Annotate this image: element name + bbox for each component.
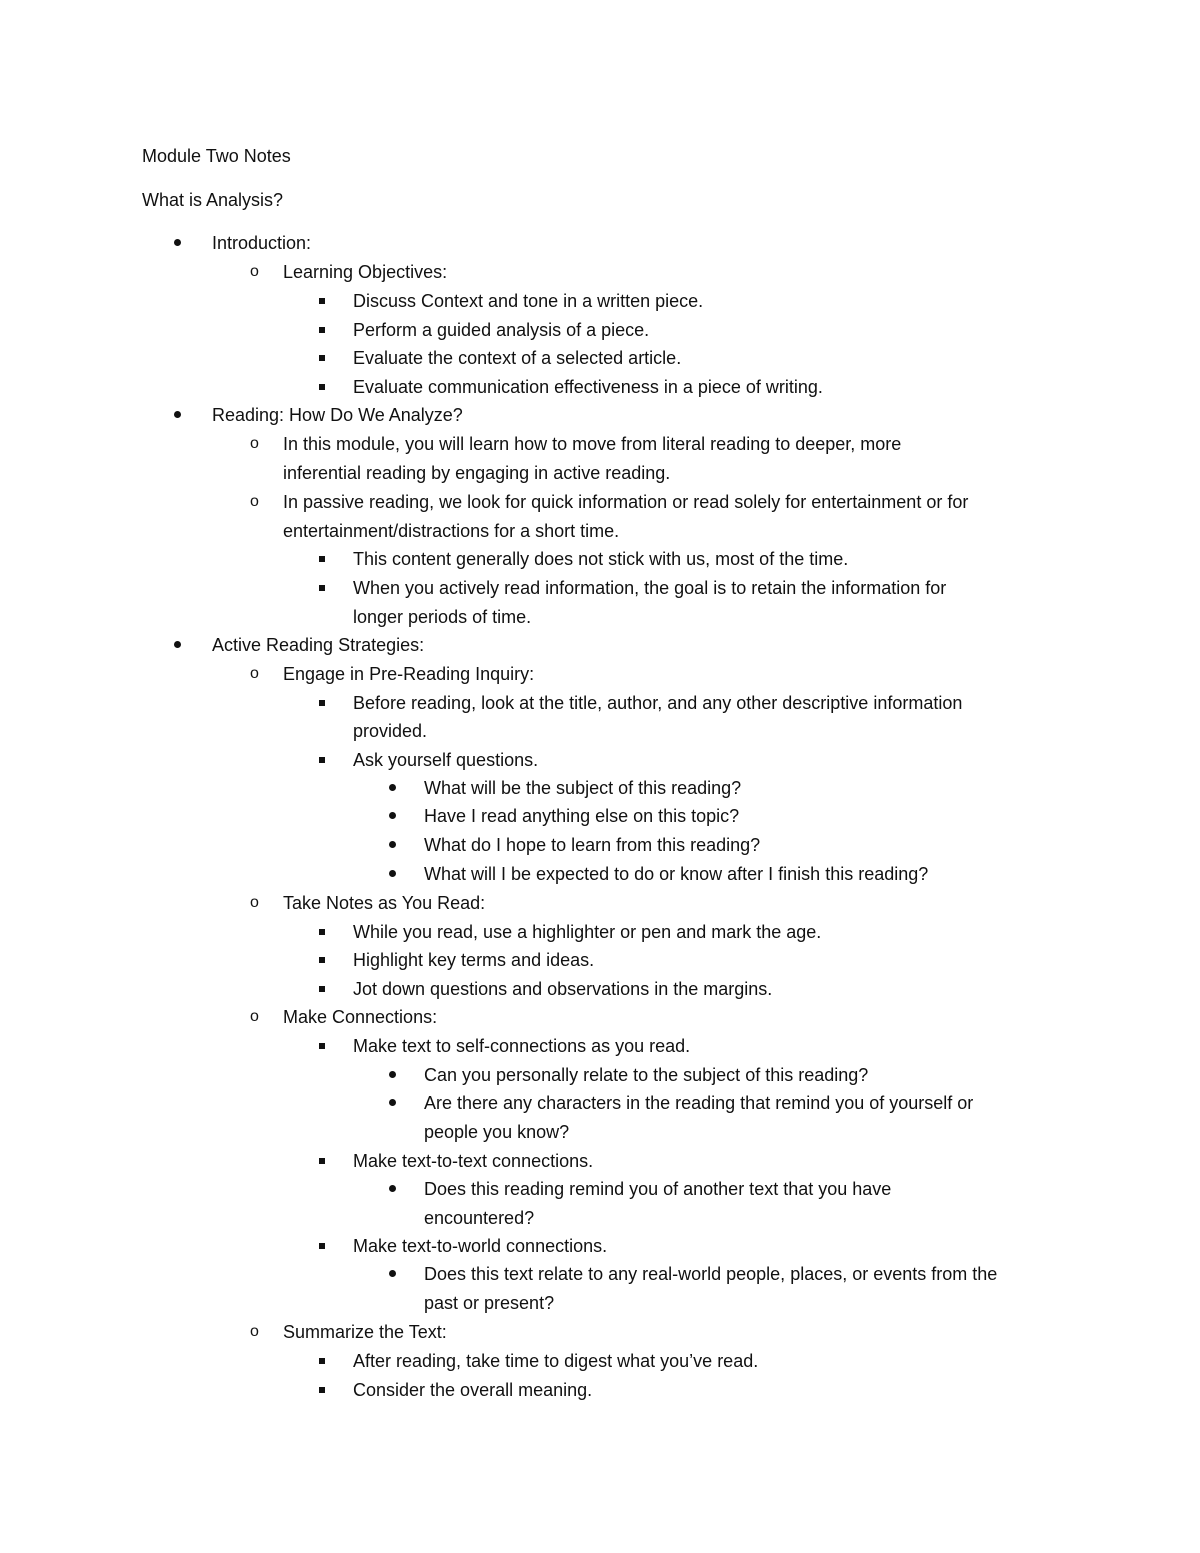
- bullet-circle-icon: o: [250, 1323, 259, 1340]
- list-item: Evaluate the context of a selected article.: [353, 348, 682, 368]
- list-item: Learning Objectives:: [283, 262, 448, 282]
- list-item: Make text-to-world connections.: [353, 1236, 608, 1256]
- list-item: After reading, take time to digest what you’ve read.: [353, 1351, 759, 1371]
- list-item: When you actively read information, the goal is to retain the information for: [353, 578, 947, 598]
- bullet-circle-icon: o: [250, 435, 259, 452]
- list-item: Does this text relate to any real-world people, places, or events from the: [424, 1264, 998, 1284]
- list-item: Before reading, look at the title, author, and any other descriptive information: [353, 693, 963, 713]
- list-item-continuation: entertainment/distractions for a short time.: [283, 521, 620, 541]
- bullet-square-icon: [318, 1347, 326, 1375]
- list-item-continuation: encountered?: [424, 1208, 535, 1228]
- bullet-circle-icon: o: [250, 1008, 259, 1025]
- list-item: Make text-to-text connections.: [353, 1151, 594, 1171]
- list-item: Ask yourself questions.: [353, 750, 539, 770]
- list-item: Does this reading remind you of another text that you have: [424, 1179, 892, 1199]
- list-item: Make text to self-connections as you read.: [353, 1036, 691, 1056]
- list-item: In this module, you will learn how to move from literal reading to deeper, more: [283, 434, 902, 454]
- bullet-square-icon: [318, 344, 326, 372]
- bullet-circle-icon: o: [250, 894, 259, 911]
- list-item: What do I hope to learn from this reading?: [424, 835, 761, 855]
- list-item: Reading: How Do We Analyze?: [212, 405, 463, 425]
- list-item: Introduction:: [212, 233, 312, 253]
- list-item: Engage in Pre-Reading Inquiry:: [283, 664, 535, 684]
- list-item: Discuss Context and tone in a written piece.: [353, 291, 704, 311]
- list-item-continuation: past or present?: [424, 1293, 555, 1313]
- bullet-square-icon: [318, 746, 326, 774]
- bullet-disc-icon: [389, 1089, 397, 1117]
- bullet-disc-icon: [389, 1175, 397, 1203]
- list-item: Highlight key terms and ideas.: [353, 950, 595, 970]
- list-item: Jot down questions and observations in the margins.: [353, 979, 773, 999]
- bullet-disc-icon: [389, 802, 397, 830]
- section-heading: What is Analysis?: [142, 190, 284, 210]
- list-item: What will I be expected to do or know after I finish this reading?: [424, 864, 929, 884]
- bullet-circle-icon: o: [250, 493, 259, 510]
- list-item: In passive reading, we look for quick information or read solely for entertainment or for: [283, 492, 969, 512]
- list-item: Have I read anything else on this topic?: [424, 806, 740, 826]
- bullet-square-icon: [318, 287, 326, 315]
- bullet-square-icon: [318, 1232, 326, 1260]
- bullet-disc-icon: [174, 401, 182, 429]
- list-item-continuation: inferential reading by engaging in active reading.: [283, 463, 671, 483]
- list-item: This content generally does not stick with us, most of the time.: [353, 549, 849, 569]
- bullet-circle-icon: o: [250, 263, 259, 280]
- bullet-square-icon: [318, 373, 326, 401]
- bullet-square-icon: [318, 946, 326, 974]
- list-item-continuation: people you know?: [424, 1122, 570, 1142]
- list-item: Evaluate communication effectiveness in a piece of writing.: [353, 377, 823, 397]
- list-item: Summarize the Text:: [283, 1322, 447, 1342]
- list-item: Take Notes as You Read:: [283, 893, 486, 913]
- list-item: What will be the subject of this reading?: [424, 778, 742, 798]
- bullet-square-icon: [318, 975, 326, 1003]
- list-item: Perform a guided analysis of a piece.: [353, 320, 650, 340]
- bullet-disc-icon: [174, 229, 182, 257]
- bullet-disc-icon: [389, 1061, 397, 1089]
- bullet-square-icon: [318, 918, 326, 946]
- bullet-square-icon: [318, 1376, 326, 1404]
- bullet-circle-icon: o: [250, 665, 259, 682]
- bullet-square-icon: [318, 689, 326, 717]
- list-item: Consider the overall meaning.: [353, 1380, 593, 1400]
- bullet-disc-icon: [174, 631, 182, 659]
- list-item: While you read, use a highlighter or pen and mark the age.: [353, 922, 822, 942]
- bullet-disc-icon: [389, 1260, 397, 1288]
- list-item: Active Reading Strategies:: [212, 635, 425, 655]
- bullet-disc-icon: [389, 774, 397, 802]
- list-item: Can you personally relate to the subject of this reading?: [424, 1065, 869, 1085]
- list-item: Are there any characters in the reading that remind you of yourself or: [424, 1093, 974, 1113]
- bullet-square-icon: [318, 545, 326, 573]
- bullet-square-icon: [318, 1147, 326, 1175]
- bullet-square-icon: [318, 316, 326, 344]
- list-item-continuation: provided.: [353, 721, 428, 741]
- bullet-disc-icon: [389, 831, 397, 859]
- bullet-disc-icon: [389, 860, 397, 888]
- list-item-continuation: longer periods of time.: [353, 607, 532, 627]
- list-item: Make Connections:: [283, 1007, 438, 1027]
- bullet-square-icon: [318, 574, 326, 602]
- document-title: Module Two Notes: [142, 146, 291, 166]
- bullet-square-icon: [318, 1032, 326, 1060]
